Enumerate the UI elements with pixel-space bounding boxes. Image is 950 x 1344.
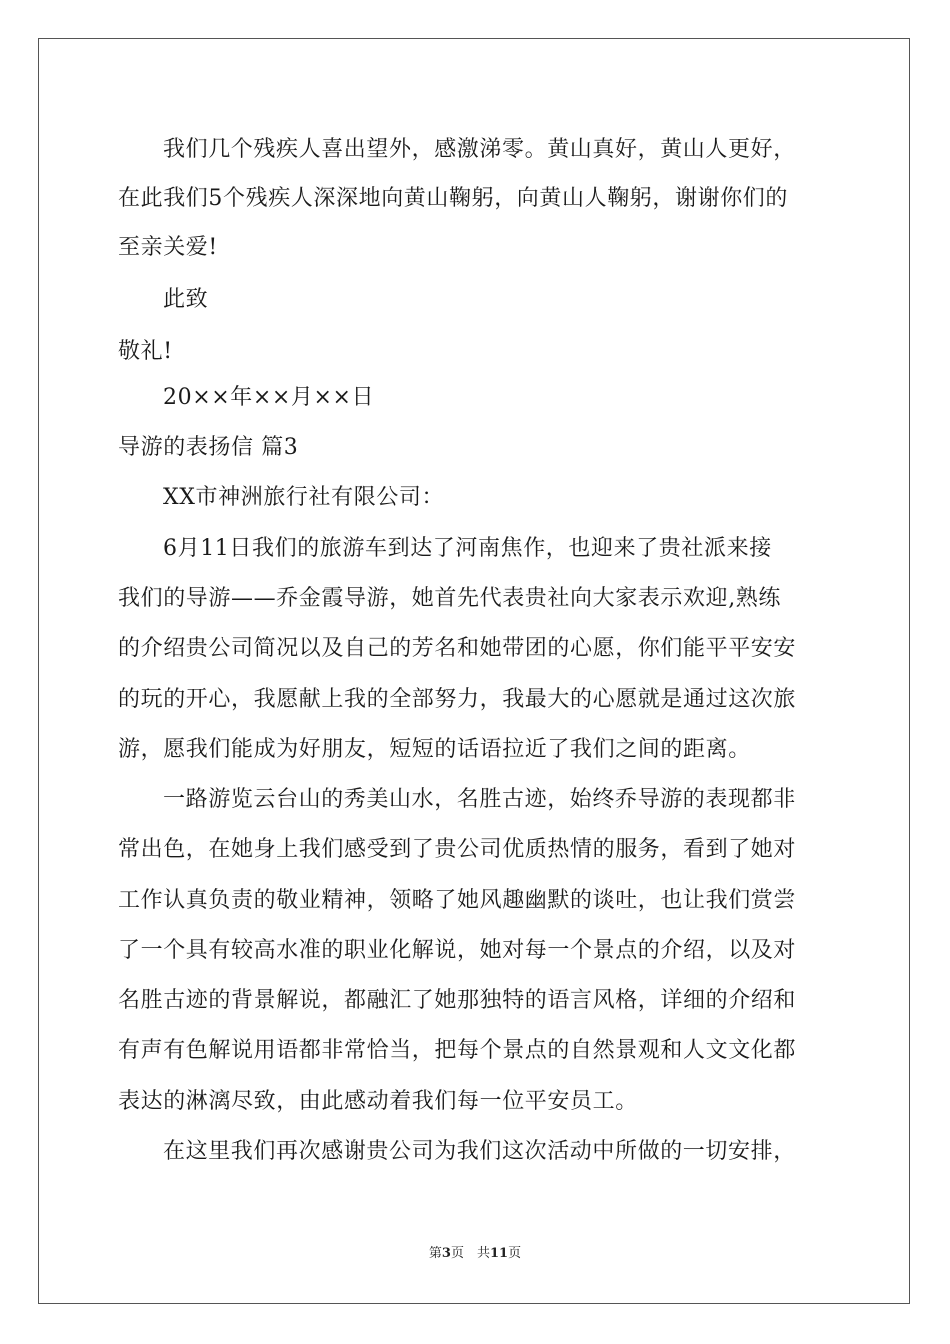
body-line: 了一个具有较高水准的职业化解说，她对每一个景点的介绍，以及对 <box>118 938 797 963</box>
body-line: 一路游览云台山的秀美山水，名胜古迹，始终乔导游的表现都非 <box>163 787 796 812</box>
body-line: 至亲关爱! <box>118 235 218 260</box>
body-line: 名胜古迹的背景解说，都融汇了她那独特的语言风格，详细的介绍和 <box>118 988 797 1013</box>
body-line: 的介绍贵公司简况以及自己的芳名和她带团的心愿，你们能平平安安 <box>118 636 797 661</box>
body-line: 的玩的开心，我愿献上我的全部努力，我最大的心愿就是通过这次旅 <box>118 687 797 712</box>
letter-date: 20××年××月××日 <box>163 385 375 410</box>
closing-regards: 敬礼! <box>118 339 173 364</box>
page-number-footer <box>0 1246 950 1262</box>
body-line: 常出色，在她身上我们感受到了贵公司优质热情的服务，看到了她对 <box>118 837 797 862</box>
body-line: 我们的导游——乔金霞导游，她首先代表贵社向大家表示欢迎,熟练 <box>118 586 781 611</box>
total-page-number: 11 <box>489 1246 509 1261</box>
body-line: 6月11日我们的旅游车到达了河南焦作，也迎来了贵社派来接 <box>163 536 772 561</box>
addressee: XX市神洲旅行社有限公司： <box>163 485 445 510</box>
closing-salutation: 此致 <box>163 287 209 312</box>
current-page-number: 3 <box>441 1246 451 1261</box>
body-line: 游，愿我们能成为好朋友，短短的话语拉近了我们之间的距离。 <box>118 737 751 762</box>
body-line: 在这里我们再次感谢贵公司为我们这次活动中所做的一切安排， <box>163 1139 796 1164</box>
page-prefix: 第 <box>428 1246 442 1261</box>
page-separator: 页 共 <box>450 1246 490 1261</box>
body-line: 有声有色解说用语都非常恰当，把每个景点的自然景观和人文文化都 <box>118 1038 797 1063</box>
body-line: 表达的淋漓尽致，由此感动着我们每一位平安员工。 <box>118 1089 638 1114</box>
body-line: 工作认真负责的敬业精神，领略了她风趣幽默的谈吐，也让我们赏尝 <box>118 888 797 913</box>
body-line: 我们几个残疾人喜出望外，感激涕零。黄山真好，黄山人更好， <box>163 137 796 162</box>
section-heading: 导游的表扬信 篇3 <box>118 435 299 460</box>
page-suffix: 页 <box>508 1246 522 1261</box>
body-line: 在此我们5个残疾人深深地向黄山鞠躬，向黄山人鞠躬，谢谢你们的 <box>118 186 788 211</box>
